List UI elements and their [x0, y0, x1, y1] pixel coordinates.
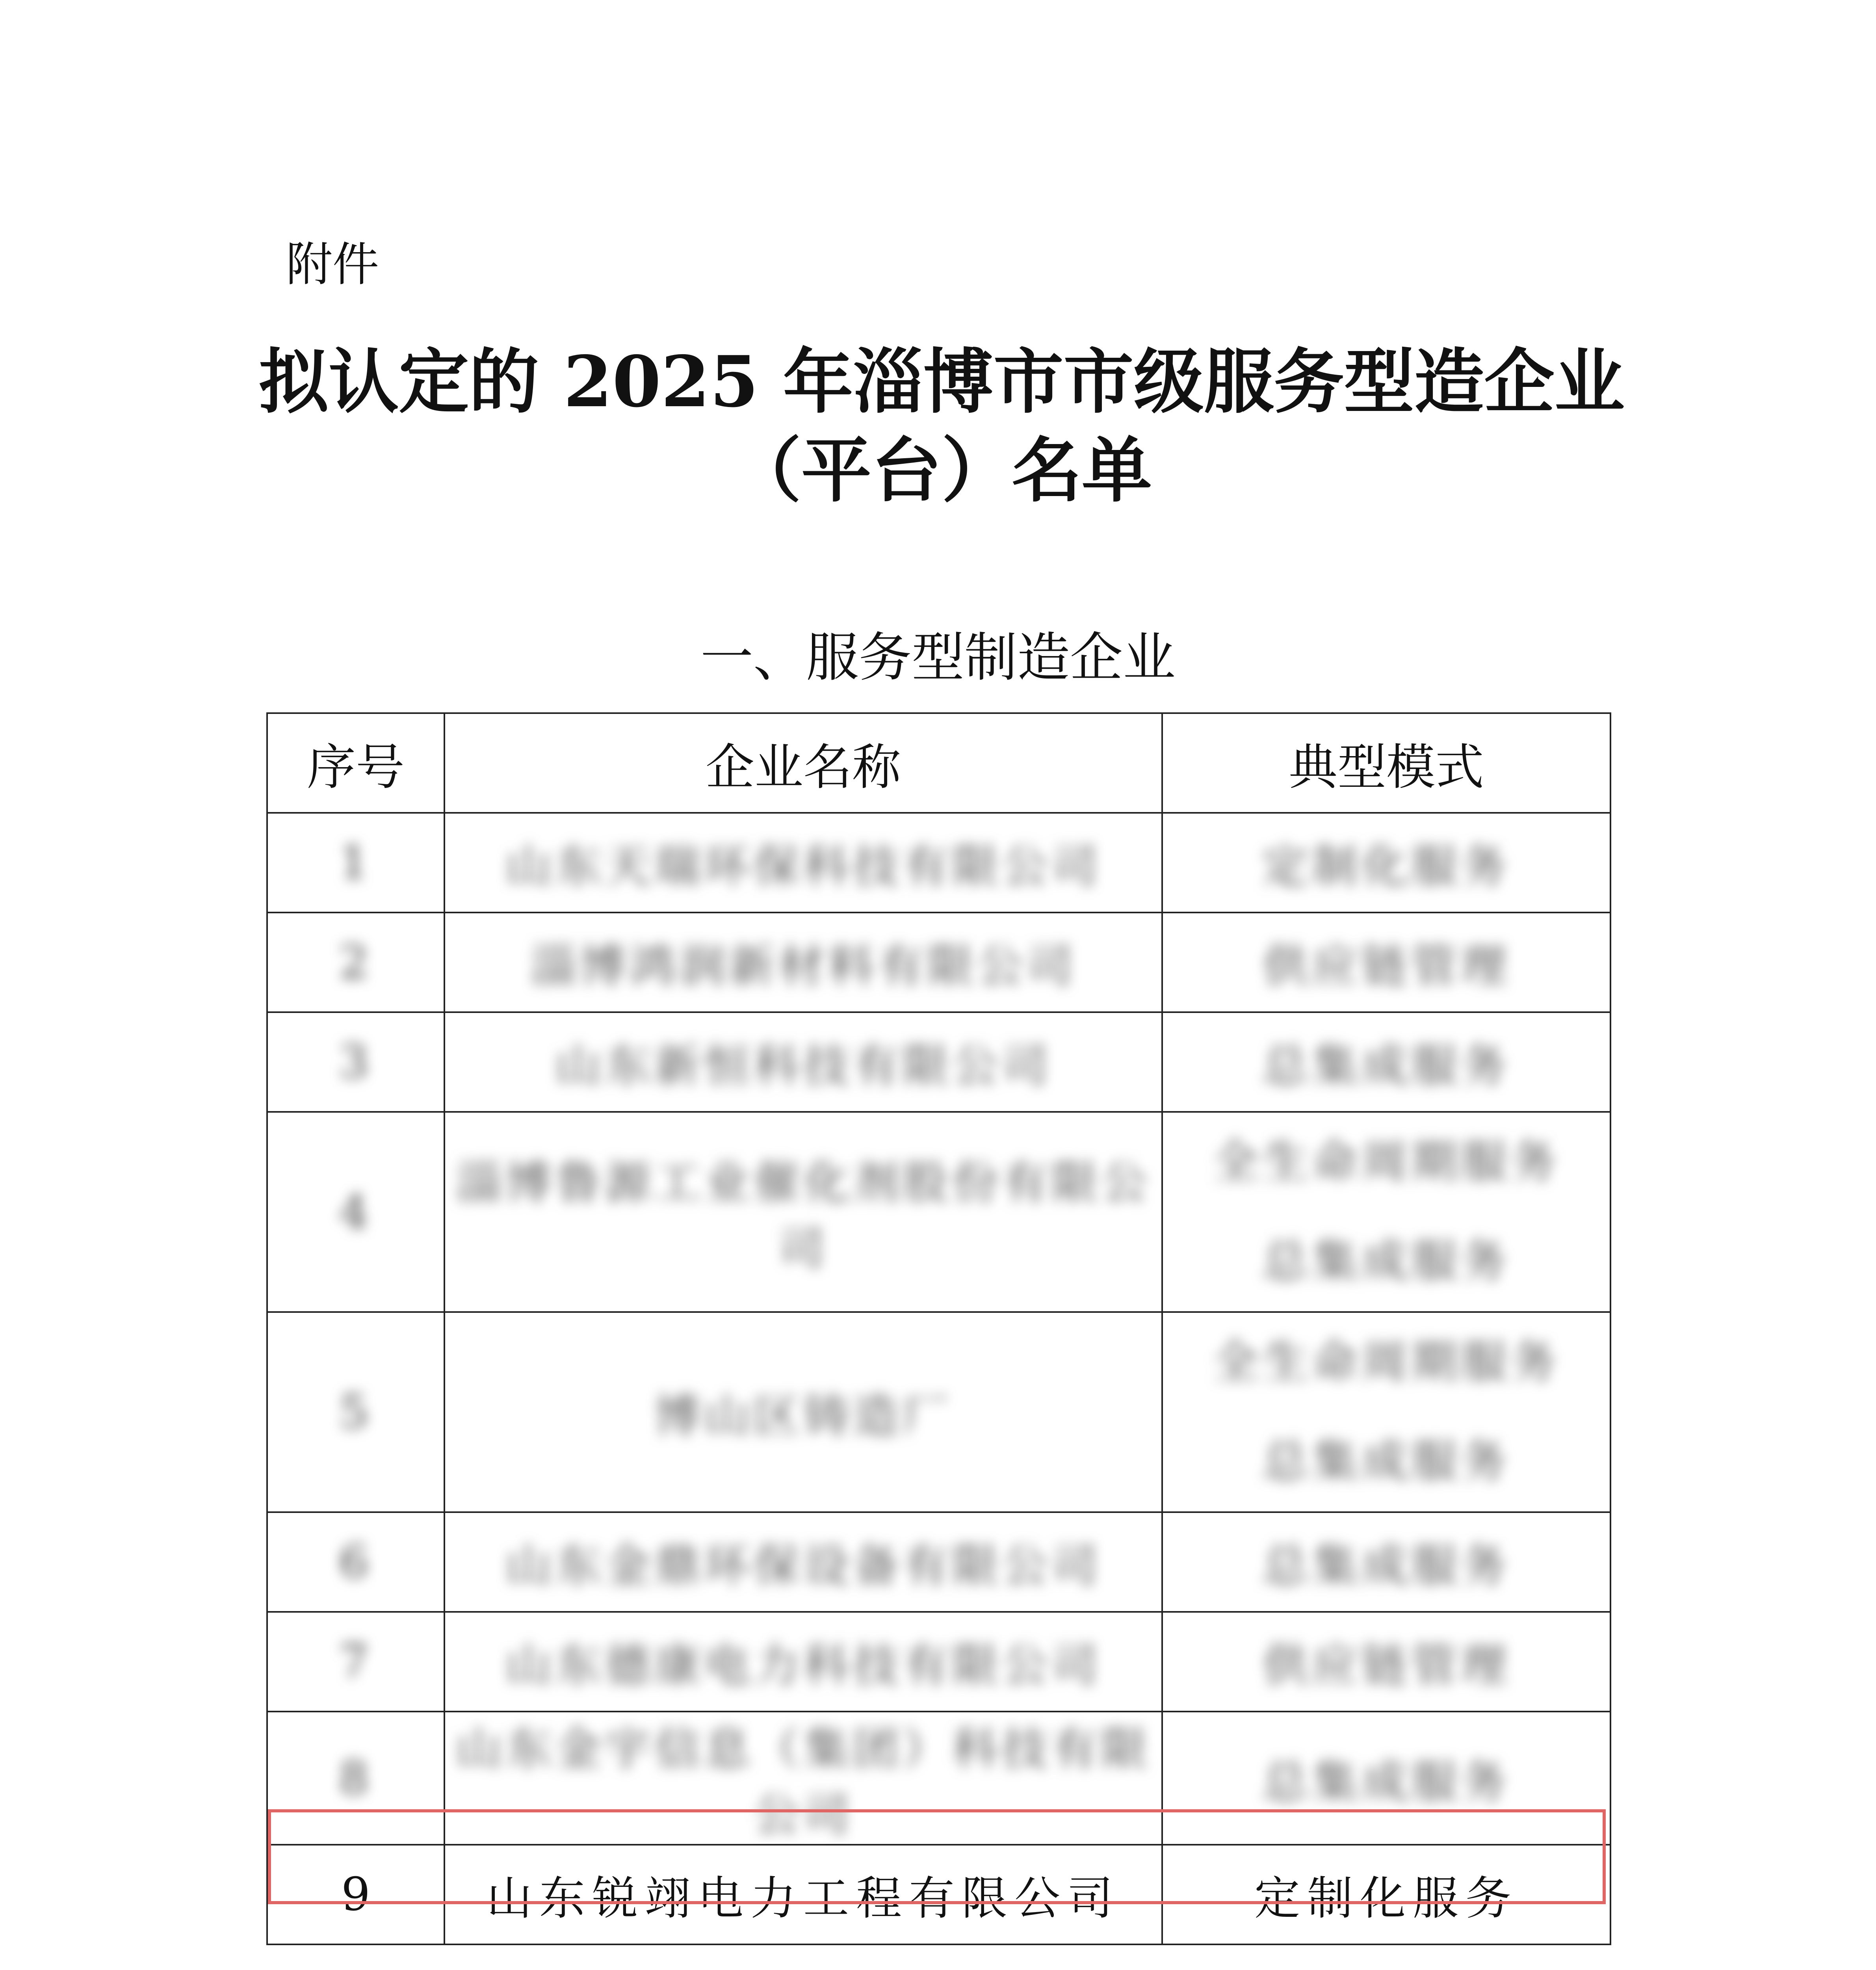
row-enterprise-name: 山东新恒科技有限公司 — [444, 1012, 1162, 1112]
row-typical-mode: 总集成服务 — [1162, 1712, 1610, 1845]
mode-line: 总集成服务 — [1262, 1235, 1510, 1288]
row-enterprise-name: 淄博鸿润新材料有限公司 — [444, 913, 1162, 1012]
attachment-label: 附件 — [286, 237, 379, 292]
section-title: 一、服务型制造企业 — [700, 627, 1176, 688]
row-enterprise-name: 淄博鲁源工业催化剂股份有限公司 — [444, 1112, 1162, 1312]
row-number: 9 — [267, 1845, 444, 1944]
row-typical-mode: 定制化服务 — [1162, 1845, 1610, 1944]
row-number: 3 — [267, 1012, 444, 1112]
row-typical-mode: 总集成服务 — [1162, 1512, 1610, 1612]
mode-line: 总集成服务 — [1262, 1435, 1510, 1488]
mode-line: 全生命周期服务 — [1213, 1336, 1560, 1389]
row-enterprise-name: 山东天瑞环保科技有限公司 — [444, 813, 1162, 913]
row-enterprise-name: 山东德康电力科技有限公司 — [444, 1612, 1162, 1712]
mode-line: 全生命周期服务 — [1213, 1136, 1560, 1189]
row-enterprise-name: 山东金鼎环保设备有限公司 — [444, 1512, 1162, 1612]
header-number: 序号 — [267, 713, 444, 813]
table-row — [267, 1112, 1610, 1312]
row-number: 4 — [267, 1112, 444, 1312]
row-typical-mode: 供应链管理 — [1162, 913, 1610, 1012]
table-row — [267, 1512, 1610, 1612]
table-row — [267, 1712, 1610, 1845]
table-row — [267, 1012, 1610, 1112]
row-number: 5 — [267, 1312, 444, 1512]
row-typical-mode: 总集成服务 — [1162, 1012, 1610, 1112]
table-row — [267, 813, 1610, 913]
table-row — [267, 1612, 1610, 1712]
row-typical-mode — [1162, 1112, 1610, 1312]
table-header-row — [267, 713, 1610, 813]
row-number: 7 — [267, 1612, 444, 1712]
row-typical-mode: 定制化服务 — [1162, 813, 1610, 913]
enterprise-table — [266, 712, 1611, 1945]
table-row — [267, 1312, 1610, 1512]
row-enterprise-name: 博山区铸造厂 — [444, 1312, 1162, 1512]
table-row-highlighted — [267, 1845, 1610, 1944]
row-enterprise-name: 山东金宇信息（集团）科技有限公司 — [444, 1712, 1162, 1845]
row-number: 1 — [267, 813, 444, 913]
document-title-line-2: （平台）名单 — [731, 429, 1152, 511]
row-typical-mode: 供应链管理 — [1162, 1612, 1610, 1712]
row-typical-mode — [1162, 1312, 1610, 1512]
table-row — [267, 913, 1610, 1012]
header-enterprise-name: 企业名称 — [444, 713, 1162, 813]
header-typical-mode: 典型模式 — [1162, 713, 1610, 813]
row-enterprise-name: 山东锐翊电力工程有限公司 — [444, 1845, 1162, 1944]
document-title-line-1: 拟认定的 2025 年淄博市市级服务型造企业 — [258, 340, 1625, 423]
row-number: 8 — [267, 1712, 444, 1845]
row-number: 6 — [267, 1512, 444, 1612]
row-number: 2 — [267, 913, 444, 1012]
